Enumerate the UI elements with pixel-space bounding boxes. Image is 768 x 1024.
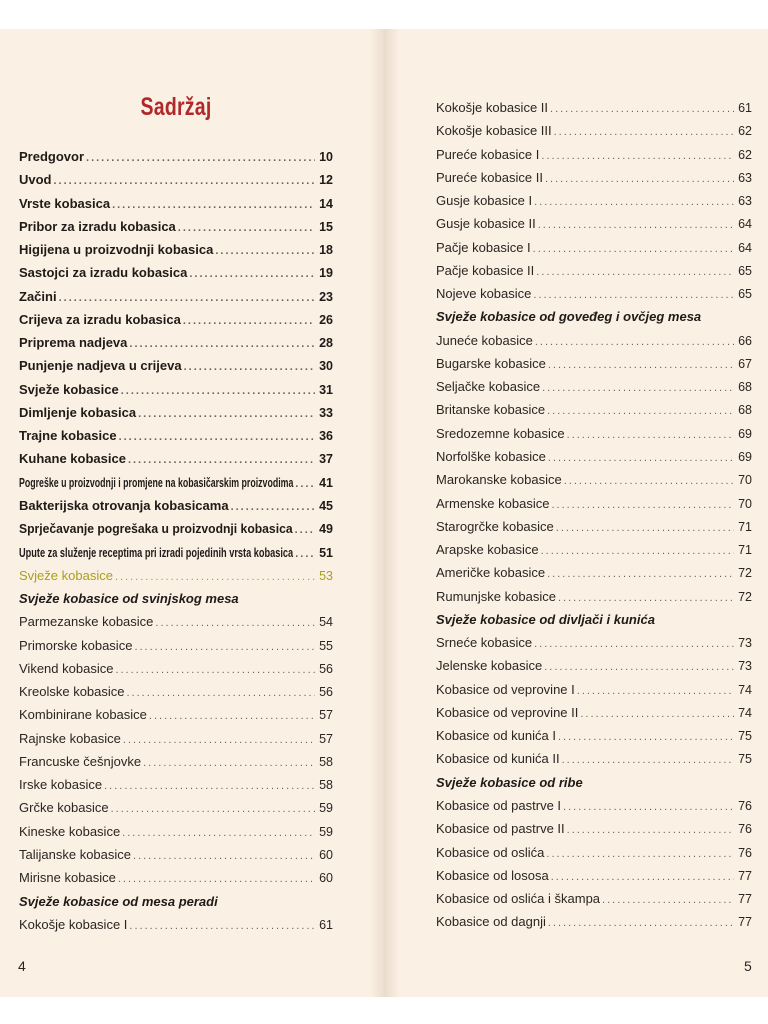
toc-leader-dots	[111, 798, 315, 821]
toc-entry-page: 74	[738, 705, 752, 720]
toc-leader-dots	[533, 238, 734, 261]
toc-entry-title: Rumunjske kobasice	[436, 588, 556, 604]
toc-entry	[436, 119, 752, 142]
toc-entry-title: Svježe kobasice	[19, 381, 119, 397]
toc-entry-title: Punjenje nadjeva u crijeva	[19, 358, 182, 374]
toc-entry-page: 59	[319, 801, 333, 816]
toc-entry-title: Pačje kobasice II	[436, 262, 535, 278]
toc-entry-title: Irske kobasice	[19, 777, 103, 793]
toc-entry	[19, 285, 333, 308]
toc-entry-title: Predgovor	[19, 149, 85, 164]
toc-entry-page: 75	[738, 729, 752, 744]
toc-entry-title: Francuske češnjovke	[19, 753, 142, 769]
toc-leader-dots	[54, 170, 316, 193]
toc-leader-dots	[138, 403, 315, 426]
toc-entry-title: Sredozemne kobasice	[436, 425, 565, 441]
toc-entry-title: Kineske kobasice	[19, 823, 121, 839]
toc-entry-page: 76	[738, 798, 752, 813]
toc-leader-dots	[59, 287, 315, 310]
toc-entry-title: Parmezanske kobasice	[19, 614, 154, 630]
toc-entry	[436, 654, 752, 677]
toc-entry-title: Pogreške u proizvodnji i promjene na kobasičarskim proizvodima	[19, 474, 294, 490]
toc-entry-title: Kreolske kobasice	[19, 684, 125, 700]
toc-entry-title: Bakterijska otrovanja kobasicama	[19, 497, 229, 513]
toc-entry	[19, 843, 333, 866]
toc-entry-page: 61	[319, 917, 333, 932]
toc-entry-page: 45	[319, 498, 333, 513]
toc-entry-title: Kobasice od pastrve II	[436, 821, 565, 837]
toc-entry-page: 54	[319, 615, 333, 630]
toc-entry	[436, 329, 752, 352]
toc-entry-title: Kobasice od oslića i škampa	[436, 891, 601, 907]
toc-entry-page: 36	[319, 429, 333, 444]
toc-leader-dots	[534, 633, 734, 656]
toc-leader-dots	[548, 912, 734, 935]
toc-entry-title: Američke kobasice	[436, 565, 546, 581]
toc-leader-dots	[548, 354, 734, 377]
toc-entry	[436, 143, 752, 166]
toc-entry-title: Kombinirane kobasice	[19, 707, 147, 723]
toc-entry	[19, 471, 333, 494]
toc-entry	[19, 727, 333, 750]
toc-entry-page: 31	[319, 382, 333, 397]
toc-leader-dots	[231, 496, 315, 519]
toc-entry-title: Talijanske kobasice	[19, 846, 132, 862]
toc-leader-dots	[129, 333, 315, 356]
toc-entry-title: Grčke kobasice	[19, 800, 109, 816]
toc-title: Sadržaj	[140, 93, 212, 121]
toc-entry	[19, 913, 333, 936]
toc-entry	[436, 259, 752, 282]
toc-entry	[436, 701, 752, 724]
toc-entry-title: Kuhane kobasice	[19, 451, 126, 467]
toc-entry-page: 74	[738, 682, 752, 697]
toc-leader-dots	[184, 356, 315, 379]
toc-entry-title: Svježe kobasice od goveđeg i ovčjeg mesa	[436, 309, 702, 325]
toc-leader-dots	[535, 331, 734, 354]
toc-entry-title: Pribor za izradu kobasica	[19, 218, 176, 234]
toc-entry	[436, 166, 752, 189]
toc-entry	[436, 282, 752, 305]
toc-entry-title: Svježe kobasice od ribe	[436, 774, 583, 790]
toc-entry-title: Upute za služenje receptima pri izradi pojedinih vrsta kobasica	[19, 544, 294, 560]
toc-leader-dots	[118, 868, 315, 891]
toc-entry-page: 72	[738, 566, 752, 581]
toc-entry	[19, 750, 333, 773]
toc-entry-page: 37	[319, 452, 333, 467]
toc-entry-title: Arapske kobasice	[436, 542, 539, 558]
toc-entry	[436, 887, 752, 910]
toc-entry-page: 65	[738, 287, 752, 302]
toc-leader-dots	[538, 214, 734, 237]
toc-entry-title: Svježe kobasice	[19, 567, 113, 583]
toc-entry	[436, 468, 752, 491]
toc-leader-dots	[567, 424, 734, 447]
toc-entry-page: 66	[738, 333, 752, 348]
page-number-left: 4	[18, 958, 26, 974]
toc-entry-title: Pačje kobasice I	[436, 239, 531, 255]
toc-entry-page: 73	[738, 636, 752, 651]
toc-entry-title: Vrste kobasica	[19, 195, 111, 211]
toc-entry-page: 58	[319, 754, 333, 769]
toc-entry	[19, 192, 333, 215]
toc-entry-page: 15	[319, 219, 333, 234]
toc-entry-title: Mirisne kobasice	[19, 870, 116, 886]
toc-entry-title: Gusje kobasice I	[436, 193, 533, 209]
toc-section-heading	[436, 771, 752, 794]
toc-leader-dots	[178, 217, 315, 240]
toc-entry	[436, 375, 752, 398]
toc-entry	[436, 422, 752, 445]
toc-entry-title: Svježe kobasice od mesa peradi	[19, 893, 218, 909]
toc-entry	[436, 236, 752, 259]
toc-leader-dots	[189, 263, 315, 286]
toc-entry	[19, 308, 333, 331]
toc-entry-page: 26	[319, 312, 333, 327]
toc-entry-page: 23	[319, 289, 333, 304]
toc-entry	[436, 794, 752, 817]
toc-list-left	[19, 145, 333, 936]
toc-entry	[19, 261, 333, 284]
toc-entry	[19, 634, 333, 657]
toc-entry-page: 69	[738, 449, 752, 464]
toc-entry-title: Kobasice od kunića I	[436, 728, 556, 744]
toc-entry-title: Svježe kobasice od svinjskog mesa	[19, 591, 239, 607]
toc-leader-dots	[534, 191, 734, 214]
toc-leader-dots	[536, 261, 734, 284]
toc-leader-dots	[544, 656, 734, 679]
toc-leader-dots	[119, 426, 315, 449]
toc-leader-dots	[295, 519, 315, 542]
toc-entry-page: 28	[319, 336, 333, 351]
toc-entry-page: 57	[319, 708, 333, 723]
toc-leader-dots	[295, 543, 315, 566]
toc-entry	[19, 424, 333, 447]
toc-entry	[436, 212, 752, 235]
toc-entry-title: Britanske kobasice	[436, 402, 546, 418]
toc-entry-page: 71	[738, 543, 752, 558]
toc-entry-page: 18	[319, 243, 333, 258]
toc-entry-page: 70	[738, 473, 752, 488]
toc-leader-dots	[545, 168, 734, 191]
toc-entry-page: 64	[738, 217, 752, 232]
toc-leader-dots	[143, 752, 315, 775]
toc-entry	[436, 398, 752, 421]
toc-entry-title: Kobasice od veprovine I	[436, 681, 575, 697]
toc-entry	[19, 610, 333, 633]
toc-entry-title: Kokošje kobasice III	[436, 123, 552, 139]
toc-leader-dots	[121, 380, 315, 403]
toc-entry-title: Kobasice od dagnji	[436, 914, 546, 930]
toc-leader-dots	[580, 703, 734, 726]
toc-entry-page: 68	[738, 403, 752, 418]
toc-entry-page: 12	[319, 173, 333, 188]
toc-leader-dots	[541, 145, 734, 168]
toc-entry	[19, 796, 333, 819]
toc-entry-page: 30	[319, 359, 333, 374]
toc-leader-dots	[551, 866, 734, 889]
toc-entry-page: 62	[738, 147, 752, 162]
toc-leader-dots	[541, 540, 734, 563]
toc-leader-dots	[104, 775, 315, 798]
toc-entry	[19, 541, 333, 564]
toc-entry-title: Jelenske kobasice	[436, 658, 543, 674]
toc-entry-page: 72	[738, 589, 752, 604]
toc-entry-page: 58	[319, 778, 333, 793]
toc-leader-dots	[547, 400, 734, 423]
toc-entry-title: Norfolške kobasice	[436, 448, 546, 464]
toc-leader-dots	[183, 310, 315, 333]
toc-leader-dots	[564, 470, 734, 493]
toc-entry-title: Priprema nadjeva	[19, 335, 128, 351]
toc-entry-title: Gusje kobasice II	[436, 216, 536, 232]
toc-entry-page: 68	[738, 380, 752, 395]
toc-entry-page: 57	[319, 731, 333, 746]
toc-leader-dots	[556, 517, 734, 540]
toc-entry-page: 61	[738, 101, 752, 115]
toc-leader-dots	[558, 587, 734, 610]
toc-entry-page: 65	[738, 263, 752, 278]
toc-list-right	[436, 96, 752, 934]
toc-entry	[436, 352, 752, 375]
toc-entry-title: Kokošje kobasice II	[436, 100, 549, 115]
toc-entry	[19, 378, 333, 401]
toc-leader-dots	[546, 843, 734, 866]
toc-entry-title: Crijeva za izradu kobasica	[19, 311, 181, 327]
toc-entry-title: Seljačke kobasice	[436, 379, 541, 395]
toc-entry-title: Kobasice od lososa	[436, 867, 549, 883]
toc-entry	[19, 447, 333, 470]
toc-leader-dots	[295, 473, 315, 496]
toc-entry	[19, 680, 333, 703]
toc-entry	[436, 538, 752, 561]
toc-entry-page: 67	[738, 356, 752, 371]
toc-entry-page: 69	[738, 426, 752, 441]
toc-leader-dots	[115, 659, 315, 682]
toc-leader-dots	[563, 796, 734, 819]
toc-entry-title: Dimljenje kobasica	[19, 404, 137, 420]
toc-entry-title: Juneće kobasice	[436, 332, 533, 348]
toc-entry-page: 77	[738, 892, 752, 907]
toc-leader-dots	[533, 284, 734, 307]
toc-entry-page: 60	[319, 847, 333, 862]
toc-leader-dots	[558, 726, 734, 749]
toc-entry-title: Kokošje kobasice I	[19, 916, 128, 932]
toc-entry-title: Primorske kobasice	[19, 637, 133, 653]
toc-entry-page: 56	[319, 661, 333, 676]
toc-entry	[436, 631, 752, 654]
toc-entry-title: Začini	[19, 288, 57, 304]
toc-entry	[19, 168, 333, 191]
toc-entry-title: Starogrčke kobasice	[436, 518, 554, 534]
toc-entry-title: Kobasice od pastrve I	[436, 797, 562, 813]
toc-entry	[436, 561, 752, 584]
toc-entry	[19, 494, 333, 517]
toc-entry-title: Pureće kobasice II	[436, 169, 543, 185]
toc-entry-page: 10	[319, 150, 333, 164]
toc-entry	[436, 492, 752, 515]
toc-leader-dots	[554, 121, 734, 144]
toc-entry-page: 41	[319, 475, 333, 490]
toc-leader-dots	[122, 822, 315, 845]
toc-entry-title: Kobasice od kunića II	[436, 751, 560, 767]
toc-entry-page: 56	[319, 685, 333, 700]
toc-entry-title: Sprječavanje pogrešaka u proizvodnji kobasica	[19, 521, 293, 537]
toc-leader-dots	[115, 566, 315, 589]
toc-entry	[436, 910, 752, 933]
toc-entry-title: Nojeve kobasice	[436, 286, 532, 302]
toc-leader-dots	[547, 563, 734, 586]
book-spread	[0, 29, 768, 997]
toc-entry-title: Kobasice od veprovine II	[436, 704, 579, 720]
toc-leader-dots	[129, 915, 315, 938]
toc-section-heading	[436, 305, 752, 328]
toc-entry-title: Pureće kobasice I	[436, 146, 540, 162]
toc-entry-page: 77	[738, 868, 752, 883]
toc-entry-title: Vikend kobasice	[19, 660, 114, 676]
toc-entry-page: 63	[738, 194, 752, 209]
toc-leader-dots	[215, 240, 315, 263]
toc-entry	[436, 515, 752, 538]
toc-leader-dots	[133, 845, 315, 868]
toc-leader-dots	[128, 449, 315, 472]
toc-entry	[19, 215, 333, 238]
toc-entry	[436, 189, 752, 212]
toc-entry-page: 60	[319, 871, 333, 886]
toc-entry	[19, 564, 333, 587]
toc-leader-dots	[542, 377, 734, 400]
left-page	[0, 29, 384, 997]
toc-leader-dots	[548, 447, 734, 470]
toc-entry-title: Higijena u proizvodnji kobasica	[19, 242, 214, 258]
toc-entry-page: 33	[319, 405, 333, 420]
toc-entry-title: Srneće kobasice	[436, 635, 533, 651]
toc-leader-dots	[577, 680, 734, 703]
toc-leader-dots	[567, 819, 734, 842]
toc-entry-title: Trajne kobasice	[19, 428, 117, 444]
toc-entry-title: Armenske kobasice	[436, 495, 550, 511]
toc-entry	[19, 145, 333, 168]
toc-entry-title: Uvod	[19, 172, 52, 188]
toc-entry-page: 59	[319, 824, 333, 839]
toc-leader-dots	[551, 494, 734, 517]
toc-entry-page: 70	[738, 496, 752, 511]
toc-entry-page: 73	[738, 659, 752, 674]
toc-entry-page: 14	[319, 196, 333, 211]
toc-leader-dots	[602, 889, 734, 912]
toc-leader-dots	[127, 682, 316, 705]
toc-leader-dots	[155, 612, 315, 635]
toc-entry	[436, 585, 752, 608]
toc-entry-title: Bugarske kobasice	[436, 355, 546, 371]
toc-entry-page: 49	[319, 522, 333, 537]
toc-entry-title: Svježe kobasice od divljači i kunića	[436, 611, 655, 627]
toc-entry-title: Marokanske kobasice	[436, 472, 562, 488]
toc-entry-page: 55	[319, 638, 333, 653]
toc-entry-page: 19	[319, 266, 333, 281]
toc-entry-page: 51	[319, 545, 333, 560]
toc-entry	[19, 657, 333, 680]
toc-entry-page: 71	[738, 519, 752, 534]
toc-entry	[436, 724, 752, 747]
toc-leader-dots	[550, 98, 734, 121]
toc-entry	[19, 331, 333, 354]
toc-entry-title: Sastojci za izradu kobasica	[19, 265, 188, 281]
toc-entry-page: 77	[738, 915, 752, 930]
toc-entry-page: 53	[319, 568, 333, 583]
toc-section-heading	[436, 608, 752, 631]
right-page	[384, 29, 768, 997]
toc-entry	[436, 817, 752, 840]
toc-leader-dots	[134, 636, 315, 659]
toc-section-heading	[19, 890, 333, 913]
toc-entry	[19, 517, 333, 540]
toc-entry	[19, 703, 333, 726]
toc-entry-page: 64	[738, 240, 752, 255]
toc-section-heading	[19, 587, 333, 610]
toc-entry-page: 76	[738, 845, 752, 860]
toc-entry	[436, 96, 752, 119]
toc-entry-page: 76	[738, 822, 752, 837]
toc-entry	[436, 864, 752, 887]
toc-leader-dots	[86, 147, 315, 170]
toc-entry	[436, 445, 752, 468]
toc-leader-dots	[149, 705, 315, 728]
toc-entry	[19, 354, 333, 377]
toc-leader-dots	[112, 194, 315, 217]
toc-entry	[19, 401, 333, 424]
toc-entry-title: Rajnske kobasice	[19, 730, 121, 746]
page-number-right: 5	[744, 958, 752, 974]
toc-entry	[436, 841, 752, 864]
toc-entry-page: 62	[738, 124, 752, 139]
toc-entry	[436, 678, 752, 701]
toc-entry	[19, 820, 333, 843]
toc-entry	[19, 773, 333, 796]
toc-entry-title: Kobasice od oslića	[436, 844, 545, 860]
toc-entry-page: 75	[738, 752, 752, 767]
toc-entry-page: 63	[738, 170, 752, 185]
toc-entry	[19, 866, 333, 889]
toc-entry	[436, 747, 752, 770]
toc-leader-dots	[562, 749, 734, 772]
toc-entry	[19, 238, 333, 261]
toc-leader-dots	[123, 729, 315, 752]
